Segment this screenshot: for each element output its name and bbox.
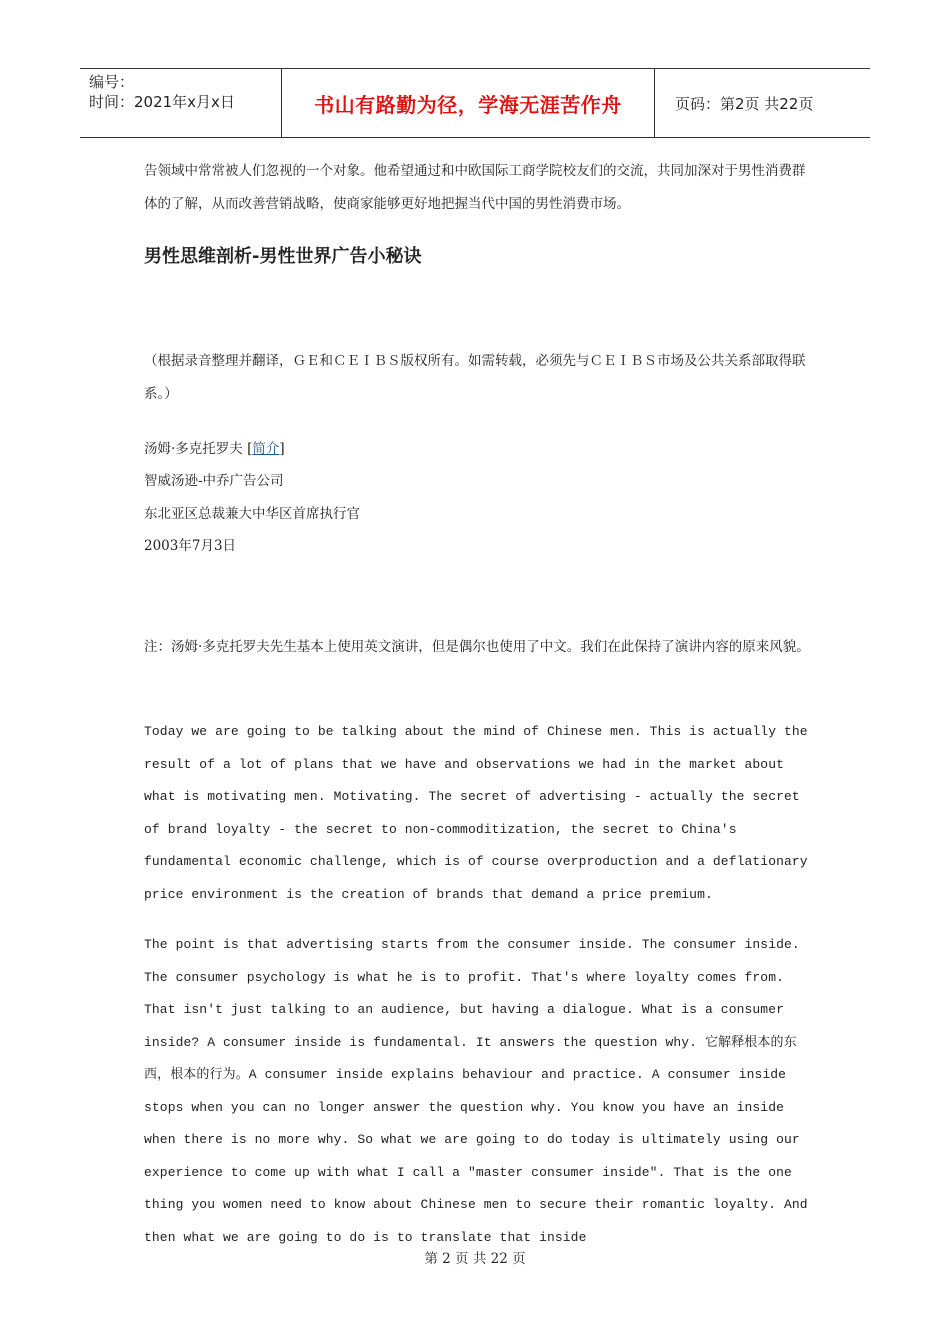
motto: 书山有路勤为径，学海无涯苦作舟	[314, 92, 622, 117]
header-meta-cell	[80, 69, 282, 137]
bio-bracket-close: ]	[279, 441, 285, 457]
bio-bracket-open: [	[247, 441, 253, 457]
bio-link[interactable]: 简介	[252, 441, 280, 457]
number-label: 编号：	[89, 73, 135, 91]
speaker-company: 智威汤逊-中乔广告公司	[144, 473, 284, 489]
copyright-note: （根据录音整理并翻译，ＧＥ和ＣＥＩＢＳ版权所有。如需转载，必须先与ＣＥＩＢＳ市场及公共关系部取得联系。）	[144, 353, 806, 402]
header-page-cell	[665, 69, 870, 137]
speaker-position: 东北亚区总裁兼大中华区首席执行官	[144, 506, 360, 522]
page-info: 页码：第2页 共22页	[675, 94, 814, 113]
body-paragraph-2: The point is that advertising starts from the consumer inside. The consumer inside. The consumer psychology is what he is to profit. That's where loyalty comes from. That isn't just talking to an audience, but having a dialogue. What is a consumer inside? A consumer inside is fundamental. It answers the question why. 它解释根本的东西，根本的行为。A consumer inside explains behaviour and practice. A consumer inside stops when you can no longer answer the question why. You know you have an inside when there is no more why. So what we are going to do today is ultimately using our experience to come up with what I call a "master consumer inside". That is the one thing you women need to know about Chinese men to secure their romantic loyalty. And then what we are going to do is to translate that inside	[144, 937, 808, 1245]
speaker-name: 汤姆·多克托罗夫	[144, 441, 243, 457]
header-table	[80, 68, 870, 138]
speaker-name-line	[144, 437, 285, 457]
time-label: 时间：2021年x月x日	[89, 93, 235, 111]
speech-date: 2003年7月3日	[144, 538, 237, 554]
article-title: 男性思维剖析-男性世界广告小秘诀	[144, 246, 422, 267]
translation-note: 注：汤姆·多克托罗夫先生基本上使用英文演讲，但是偶尔也使用了中文。我们在此保持了演讲内容的原来风貌。	[144, 639, 810, 655]
intro-paragraph: 告领域中常常被人们忽视的一个对象。他希望通过和中欧国际工商学院校友们的交流，共同加深对于男性消费群体的了解，从而改善营销战略，使商家能够更好地把握当代中国的男性消费市场。	[144, 163, 806, 212]
header-motto-cell	[282, 69, 655, 137]
page-footer: 第 2 页 共 22 页	[424, 1251, 526, 1267]
body-paragraph-1: Today we are going to be talking about the mind of Chinese men. This is actually the result of a lot of plans that we have and observations we had in the market about what is motivating men. Motivating. The secret of advertising - actually the secret of brand loyalty - the secret to non-commoditization, the secret to China's fundamental economic challenge, which is of course overproduction and a deflationary price environment is the creation of brands that demand a price premium.	[144, 724, 808, 902]
